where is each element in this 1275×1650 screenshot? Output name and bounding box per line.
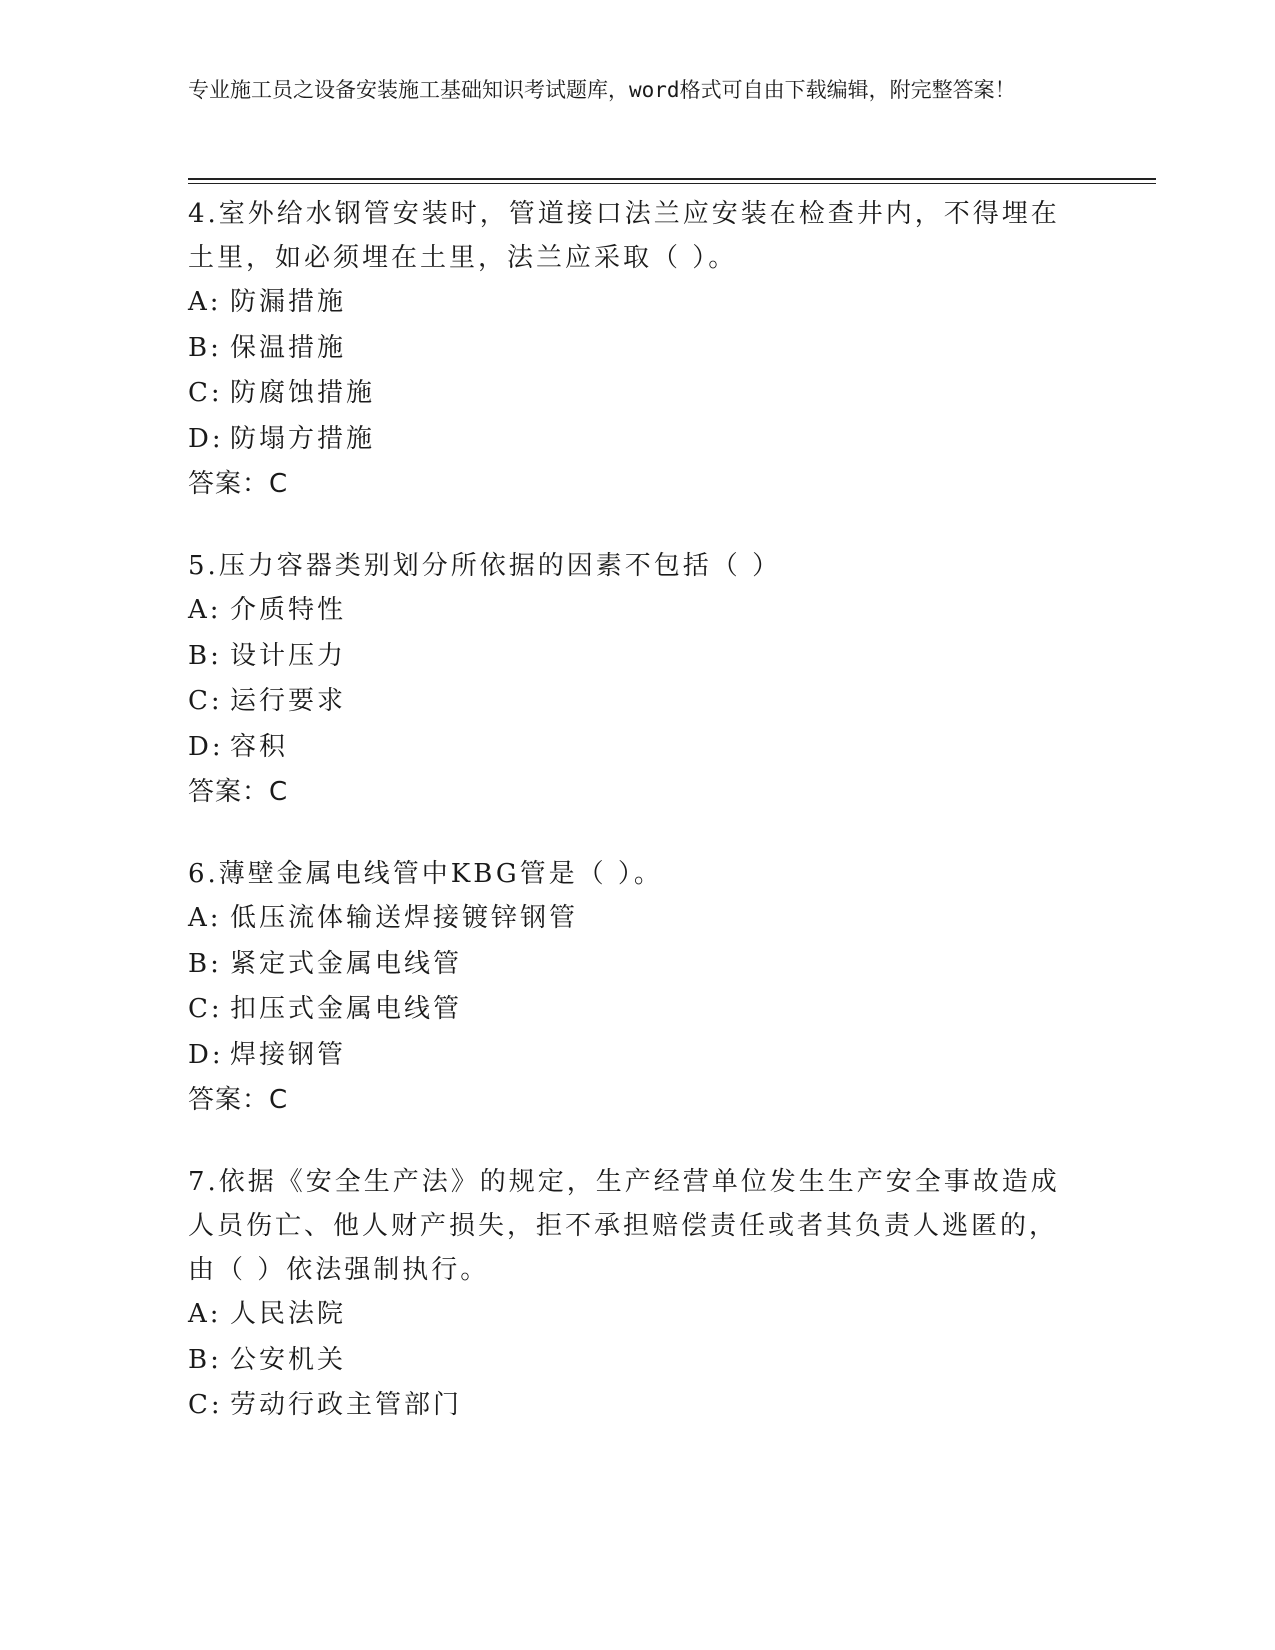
option-letter: B: [188,332,222,363]
option-c [188,1383,1068,1429]
header-divider-thick [188,178,1156,180]
option-b [188,1338,1068,1384]
option-text: 保温措施 [230,332,347,363]
header-divider-thin [188,183,1156,184]
option-letter: A: [188,595,222,625]
option-text: 焊接钢管 [230,1039,347,1070]
option-a [188,1292,1068,1338]
option-d [188,417,1068,463]
question-list [188,192,1068,1467]
option-c [188,371,1068,417]
option-a [188,280,1068,326]
answer-line: 答案：C [188,777,289,807]
option-letter: D: [188,1039,224,1070]
option-c [188,679,1068,725]
option-b [188,942,1068,988]
option-text: 公安机关 [230,1344,347,1375]
option-letter: C: [188,1390,223,1420]
option-letter: D: [188,731,224,762]
option-text: 人民法院 [230,1299,347,1329]
option-letter: B: [188,948,222,979]
option-text: 设计压力 [230,640,347,671]
option-b [188,326,1068,372]
option-text: 劳动行政主管部门 [230,1390,463,1420]
option-text: 防塌方措施 [230,423,376,454]
option-a [188,588,1068,634]
option-letter: C: [188,686,223,716]
question-text: 4.室外给水钢管安装时，管道接口法兰应安装在检查井内，不得埋在土里，如必须埋在土里，法兰应采取（ ）。 [188,199,1060,273]
question-4 [188,192,1068,506]
option-a [188,896,1068,942]
option-text: 扣压式金属电线管 [230,994,463,1024]
option-text: 防腐蚀措施 [230,378,376,408]
answer-line: 答案：C [188,1085,289,1115]
option-letter: A: [188,1299,222,1329]
option-letter: D: [188,423,224,454]
option-text: 容积 [230,731,289,762]
option-text: 防漏措施 [230,287,347,317]
document-header: 专业施工员之设备安装施工基础知识考试题库，word格式可自由下载编辑，附完整答案！ [188,78,1016,102]
question-7 [188,1160,1068,1429]
option-b [188,634,1068,680]
question-text: 5.压力容器类别划分所依据的因素不包括（ ） [188,551,782,581]
option-text: 介质特性 [230,595,347,625]
option-d [188,1033,1068,1079]
option-letter: B: [188,640,222,671]
option-letter: A: [188,287,222,317]
option-text: 低压流体输送焊接镀锌钢管 [230,903,579,933]
question-6 [188,852,1068,1122]
option-letter: B: [188,1344,222,1375]
option-letter: A: [188,903,222,933]
option-c [188,987,1068,1033]
option-letter: C: [188,378,223,408]
option-letter: C: [188,994,223,1024]
question-text: 6.薄壁金属电线管中KBG管是（ ）。 [188,859,663,889]
question-text: 7.依据《安全生产法》的规定，生产经营单位发生生产安全事故造成人员伤亡、他人财产损失，拒不承担赔偿责任或者其负责人逃匿的，由（ ）依法强制执行。 [188,1167,1060,1285]
question-5 [188,544,1068,814]
answer-line: 答案：C [188,469,289,499]
option-text: 运行要求 [230,686,347,716]
option-d [188,725,1068,771]
option-text: 紧定式金属电线管 [230,948,463,979]
